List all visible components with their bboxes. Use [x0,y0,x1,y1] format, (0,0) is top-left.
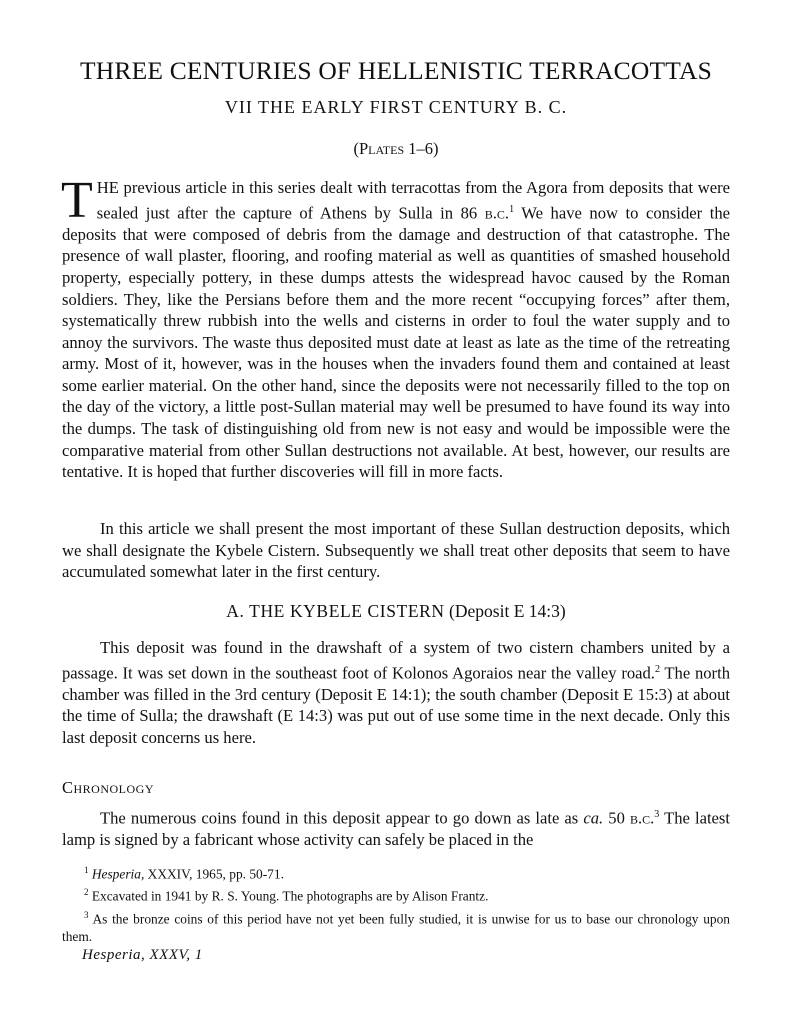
article-title: THREE CENTURIES OF HELLENISTIC TERRACOTTAS [79,56,713,85]
intro-text-2: We have now to consider the deposits that were composed of debris from the damage and destruction of that catastrophe. The presence of wall plaster, flooring, and roofing material as well as quantities of smashed household property, especially pottery, in these dumps attests the widespread havoc caused by the Roman soldiers. They, like the Persians before them and the more recent “occupying forces” after them, systematically threw rubbish into the wells and cisterns in order to foul the water supply and to annoy the survivors. The waste thus deposited must date at least as late as the time of the retreating army. Most of it, however, was in the houses when the invaders found them and contained at least some earlier material. On the other hand, since the deposits were not necessarily filled to the top on the day of the victory, a little post-Sullan material may well be presumed to have found its way into the dumps. The task of distinguishing old from new is not easy and would be impossible were the comparative material from other Sullan destructions not available. At best, however, our results are tentative. It is hoped that further discoveries will fill in more facts. [62,203,730,482]
paragraph-2: In this article we shall present the most important of these Sullan destruction deposits, which we shall designate the Kybele Cistern. Subsequently we shall treat other deposits that seem to have accumulated somewhat later in the first century. [62,519,730,582]
footnote-italic: Hesperia, [91,866,145,882]
footnote-number: 2 [84,887,89,898]
paragraph-3-text-2: The north chamber was filled in the 3rd century (Deposit E 14:1); the south chamber (Deposit E 15:3) at about the time of Sulla; the drawshaft (E 14:3) was put out of use some time in the next decade. Only this last deposit concerns us here. [62,663,730,747]
chronology-text-3: The latest lamp is signed by a fabricant whose activity can safely be placed in the [62,808,730,850]
section-deposit: (Deposit E 14:3) [449,601,566,621]
chronology-paragraph [62,804,730,851]
bc-label: b.c. [629,808,655,828]
bc-label: b.c. [484,203,510,223]
footnotes [62,861,730,946]
footnote-number: 1 [84,865,89,875]
chronology-heading: Chronology [62,778,155,797]
chronology-text-1: The numerous coins found in this deposit appear to go down as late as [100,808,584,828]
footnote-number: 3 [84,909,89,920]
ca-abbrev: ca. [583,808,604,828]
plates-reference: (Plates 1–6) [353,139,439,158]
footnote-text: Excavated in 1941 by R. S. Young. The photographs are by Alison Frantz. [88,888,489,904]
footnote-3 [62,906,730,946]
intro-text-1: HE previous article in this series dealt with terracottas from the Agora from deposits that were sealed just after the capture of Athens by Sulla in 86 [96,178,730,223]
footnote-2 [62,883,730,905]
footnote-1 [62,861,730,883]
footnote-ref-2[interactable]: 2 [654,663,660,675]
intro-paragraph [61,172,730,483]
paragraph-3-text-1: This deposit was found in the drawshaft of a system of two cistern chambers united by a passage. It was set down in the southeast foot of Kolonos Agoraios near the valley road. [62,638,730,683]
article-subtitle: VII THE EARLY FIRST CENTURY B. C. [224,97,568,117]
footnote-text: XXXIV, 1965, pp. 50-71. [144,866,284,882]
section-heading [62,601,730,622]
footnote-ref-1[interactable]: 1 [509,203,515,215]
footnote-ref-3[interactable]: 3 [654,809,660,820]
footnote-text: As the bronze coins of this period have not yet been fully studied, it is unwise for us to base our chronology upon them. [62,911,730,945]
journal-reference: Hesperia, XXXV, 1 [82,947,203,963]
drop-cap: T [61,172,93,229]
chronology-text-2: 50 [603,808,630,828]
section-title: A. THE KYBELE CISTERN [226,601,445,621]
paragraph-3 [62,637,730,749]
